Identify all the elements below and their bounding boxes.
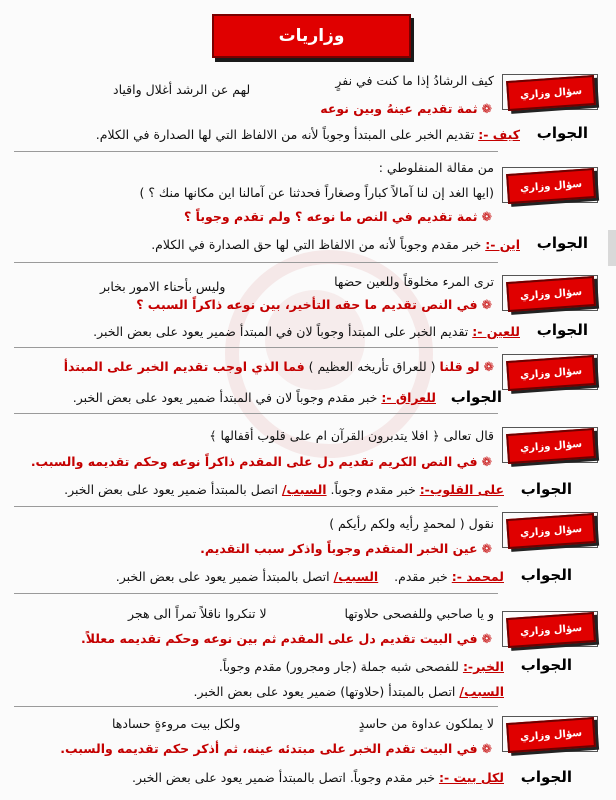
verse-right: و يا صاحبي وللفصحى حلاوتها (344, 606, 494, 621)
context-text: من مقالة المنفلوطي : (378, 160, 494, 175)
ministerial-question-badge: سؤال وزاري (506, 276, 596, 312)
divider (14, 347, 498, 348)
question-text: ❁ثمة تقديم في النص ما نوعه ؟ ولم تقدم وجوباً ؟ (184, 209, 492, 224)
ministerial-question-badge: سؤال وزاري (506, 75, 596, 111)
context-text: قال تعالى ﴿ افلا يتدبرون القرآن ام على قلوب أقفالها ﴾ (209, 428, 494, 443)
ministerial-question-badge: سؤال وزاري (506, 355, 596, 391)
verse-right: لا يملكون عداوة من حاسدٍ (358, 716, 494, 731)
answer-label: الجواب (520, 480, 572, 498)
context-text: نقول ( لمحمدٍ رأيه ولكم رأيكم ) (329, 516, 494, 531)
answer-line: الخبر-: للفصحى شبه جملة (جار ومجرور) مقدم وجوباً. (218, 659, 504, 674)
edge-tab (608, 230, 616, 266)
divider (14, 593, 498, 594)
answer-label: الجواب (536, 321, 588, 339)
question-text: ❁في البيت تقديم دل على المقدم ثم بين نوعه وحكم تقديمه معللاً. (80, 631, 492, 646)
divider (14, 706, 498, 707)
verse-left: لا تنكروا ناقلاً تمراً الى هجر (128, 606, 267, 621)
question-text: ❁ثمة تقديم عينهُ وبين نوعه (320, 101, 492, 116)
ministerial-question-badge: سؤال وزاري (506, 168, 596, 204)
verse-left: وليس بأحناء الامور بخابر (100, 279, 226, 294)
ministerial-question-badge: سؤال وزاري (506, 612, 596, 648)
answer-line: لمحمد -: خبر مقدم. السبب/ اتصل بالمبتدأ ضمير يعود على بعض الخبر. (115, 569, 504, 584)
answer-line: كيف -: تقديم الخبر على المبتدأ وجوباً لأنه من الالفاظ التي لها الصدارة في الكلام. (95, 127, 520, 142)
question-text: ❁في النص تقديم ما حقه التأخير، بين نوعه ذاكراً السبب ؟ (136, 297, 492, 312)
reason-line: السبب/ اتصل بالمبتدأ (حلاوتها) ضمير يعود على بعض الخبر. (193, 684, 504, 699)
flower-icon: ❁ (481, 101, 492, 116)
flower-icon: ❁ (481, 209, 492, 224)
answer-line: لكل بيت -: خبر مقدم وجوباً. اتصل بالمبتدأ ضمير يعود على بعض الخبر. (131, 770, 504, 785)
divider (14, 413, 498, 414)
ministerial-question-badge: سؤال وزاري (506, 717, 596, 753)
flower-icon: ❁ (481, 631, 492, 646)
flower-icon: ❁ (483, 359, 494, 374)
verse-left: لهم عن الرشد أغلال واقياد (113, 82, 251, 97)
page-title: وزاريات (212, 14, 411, 58)
ministerial-question-badge: سؤال وزاري (506, 428, 596, 464)
question-text: ❁عين الخبر المتقدم وجوباً واذكر سبب التقديم. (200, 541, 492, 556)
answer-line: على القلوب-: خبر مقدم وجوباً. السبب/ اتصل بالمبتدأ ضمير يعود على بعض الخبر. (64, 482, 504, 497)
answer-line: اين -: خبر مقدم وجوباً لأنه من الالفاظ التي لها حق الصدارة في الكلام. (151, 237, 520, 252)
question-text: ❁في البيت تقدم الخبر على مبتدئه عينه، ثم أذكر حكم تقديمه والسبب. (60, 741, 492, 756)
context-text: (ايها الغد إن لنا آمالاً كباراً وصغاراً فحدثنا عن آمالنا اين مكانها منك ؟ ) (139, 185, 494, 200)
ministerial-question-badge: سؤال وزاري (506, 513, 596, 549)
verse-right: كيف الرشادُ إذا ما كنت في نفرٍ (335, 73, 494, 88)
flower-icon: ❁ (481, 741, 492, 756)
divider (14, 151, 498, 152)
answer-label: الجواب (520, 768, 572, 786)
answer-label: الجواب (450, 388, 502, 406)
question-text: ❁لو قلنا ( للعراق تأريخه العظيم ) فما الذي اوجب تقديم الخبر على المبتدأ (63, 359, 494, 374)
flower-icon: ❁ (481, 541, 492, 556)
answer-line: للعين -: تقديم الخبر على المبتدأ وجوباً لان في المبتدأ ضمير يعود على بعض الخبر. (93, 324, 520, 339)
question-text: ❁في النص الكريم تقديم دل على المقدم ذاكراً نوعه وحكم تقديمه والسبب. (30, 454, 492, 469)
answer-label: الجواب (520, 566, 572, 584)
verse-left: ولكل بيت مروءةٍ حسادها (112, 716, 241, 731)
answer-line: للعراق -: خبر مقدم وجوباً لان في المبتدأ ضمير يعود على بعض الخبر. (72, 390, 436, 405)
flower-icon: ❁ (481, 297, 492, 312)
answer-label: الجواب (536, 234, 588, 252)
answer-label: الجواب (536, 124, 588, 142)
divider (14, 506, 498, 507)
verse-right: ترى المرء مخلوقاً وللعين حضها (334, 274, 494, 289)
divider (14, 262, 498, 263)
answer-label: الجواب (520, 656, 572, 674)
flower-icon: ❁ (481, 454, 492, 469)
